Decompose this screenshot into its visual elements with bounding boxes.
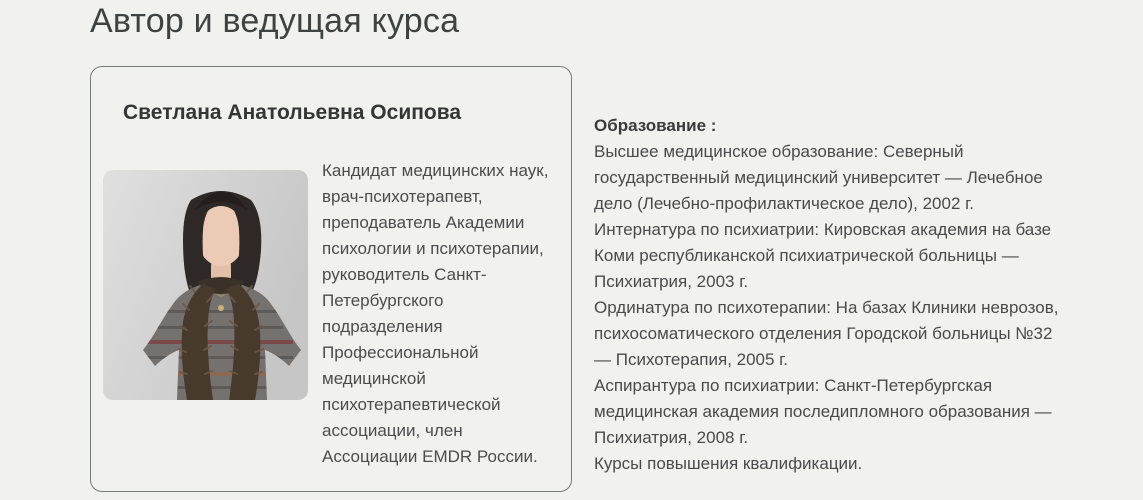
education-block [594, 66, 1072, 477]
education-entry: Ординатура по психотерапии: На базах Клиники неврозов, психосоматического отделения Городской больницы №32 — Психотерапия, 2005 г. [594, 298, 1059, 369]
author-photo-illustration [103, 170, 308, 400]
author-bio: Кандидат медицинских наук, врач-психотерапевт, преподаватель Академии психологии и психотерапии, руководитель Санкт-Петербургского подразделения Профессиональной медицинской психотерапевтической ассоциации, член Ассоциации EMDR России. [322, 161, 549, 467]
content-row [90, 66, 1143, 492]
education-entry: Интернатура по психиатрии: Кировская академия на базе Коми республиканской психиатрической больницы — Психиатрия, 2003 г. [594, 220, 1052, 291]
author-card-body [103, 158, 557, 470]
education-entries [594, 139, 1072, 477]
education-entry: Курсы повышения квалификации. [594, 454, 863, 473]
education-heading: Образование : [594, 116, 717, 135]
education-entry: Высшее медицинское образование: Северный государственный медицинский университет — Лечебное дело (Лечебно-профилактическое дело), 2002 г. [594, 142, 1043, 213]
author-photo [103, 170, 308, 400]
education-entry: Аспирантура по психиатрии: Санкт-Петербургская медицинская академия последипломного образования — Психиатрия, 2008 г. [594, 376, 1052, 447]
page-title: Автор и ведущая курса [90, 2, 460, 40]
author-card [90, 66, 572, 492]
author-name: Светлана Анатольевна Осипова [123, 101, 462, 124]
